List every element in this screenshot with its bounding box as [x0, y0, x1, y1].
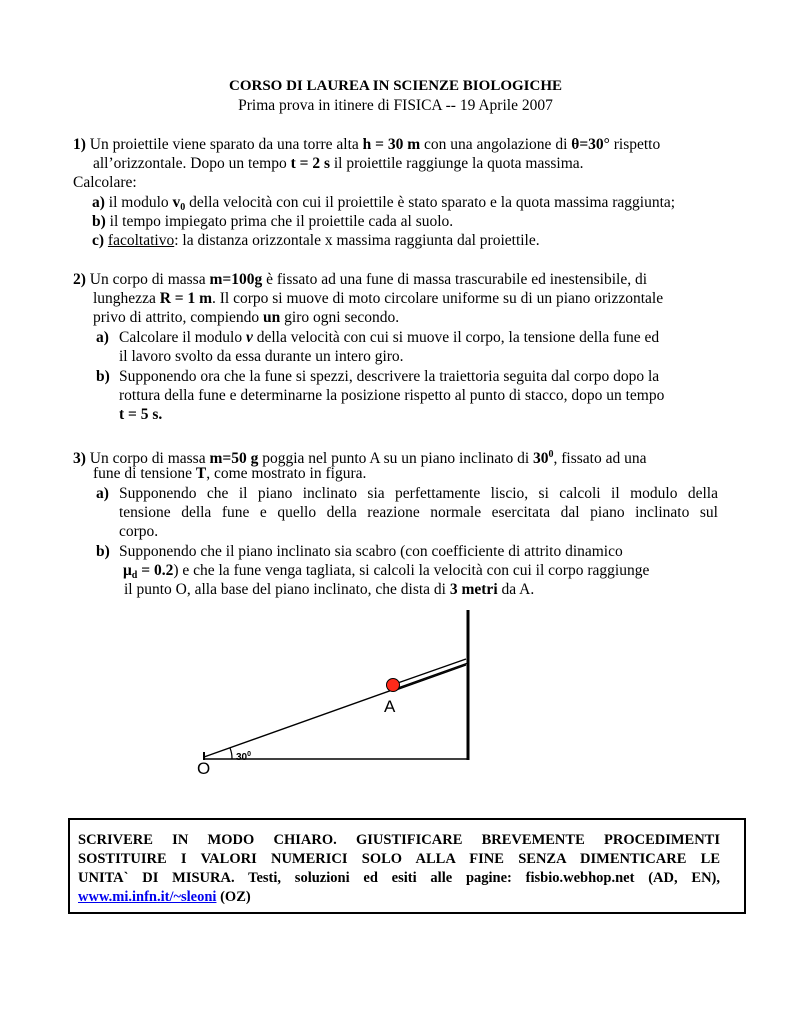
- optional-label: facoltativo: [107, 232, 175, 249]
- value-height: h = 30 m: [362, 136, 421, 153]
- text: da A.: [497, 581, 535, 598]
- text: lunghezza: [93, 290, 160, 307]
- text: il modulo: [104, 194, 173, 211]
- text: : la distanza orizzontale x massima raggiunta dal proiettile.: [174, 232, 540, 249]
- value-angle: 30: [533, 450, 549, 467]
- symbol-v: v: [172, 194, 181, 211]
- text: fune di tensione: [93, 465, 196, 482]
- text: con una angolazione di: [420, 136, 572, 153]
- superscript: 0: [548, 449, 554, 460]
- value-time: t = 2 s: [290, 155, 330, 172]
- rope-upper: [392, 659, 466, 685]
- text: della velocità con cui il proiettile è stato sparato e la quota massima raggiunta;: [185, 194, 676, 211]
- notice-line-4: [78, 888, 720, 907]
- symbol-T: T: [195, 465, 207, 482]
- label-A: A: [384, 697, 396, 716]
- text: all’orizzontale. Dopo un tempo: [93, 155, 291, 172]
- problem-number: 3): [73, 450, 86, 467]
- value-mass: m=100g: [209, 271, 263, 288]
- text: Un corpo di massa: [89, 450, 210, 467]
- text: Un corpo di massa: [89, 271, 210, 288]
- notice-line-2: SOSTITUIRE I VALORI NUMERICI SOLO ALLA FINE SENZA DIMENTICARE LE: [78, 851, 720, 867]
- subscript: 0: [180, 202, 186, 213]
- text: , come mostrato in figura.: [206, 465, 367, 482]
- item-label: a): [96, 485, 109, 502]
- text: (OZ): [216, 889, 251, 905]
- item-label: b): [92, 213, 106, 230]
- text: Calcolare il modulo: [119, 329, 246, 346]
- value-mass: m=50 g: [209, 450, 259, 467]
- notice-box: [68, 818, 746, 914]
- problem-2-b-line-1: Supponendo ora che la fune si spezzi, descrivere la traiettoria seguita dal corpo dopo la: [119, 368, 660, 385]
- problem-3-a-line-1: Supponendo che il piano inclinato sia perfettamente liscio, si calcoli il modulo della: [119, 485, 718, 502]
- text: della velocità con cui si muove il corpo, la tensione della fune ed: [252, 329, 660, 346]
- value-time: t = 5 s: [119, 406, 159, 423]
- problem-number: 1): [73, 136, 86, 153]
- value-un: un: [263, 309, 281, 326]
- problem-number: 2): [73, 271, 86, 288]
- text: . Il corpo si muove di moto circolare uniforme su di un piano orizzontale: [212, 290, 664, 307]
- text: .: [158, 406, 163, 423]
- problem-3-b-line-1: Supponendo che il piano inclinato sia scabro (con coefficiente di attrito dinamico: [119, 543, 623, 560]
- symbol-mu: μ: [123, 562, 132, 579]
- page-title: CORSO DI LAUREA IN SCIENZE BIOLOGICHE: [229, 78, 562, 94]
- text: è fissato ad una fune di massa trascurabile ed inestensibile, di: [262, 271, 648, 288]
- problem-2-b-line-2: rottura della fune e determinarne la posizione rispetto al punto di stacco, dopo un tempo: [119, 387, 665, 404]
- text: il punto O, alla base del piano inclinato, che dista di: [124, 581, 450, 598]
- value-mu: = 0.2: [137, 562, 174, 579]
- page-subtitle: Prima prova in itinere di FISICA -- 19 Aprile 2007: [238, 97, 553, 114]
- angle-label: [236, 745, 251, 767]
- item-label: a): [92, 194, 105, 211]
- sleoni-link[interactable]: www.mi.infn.it/~sleoni: [78, 889, 217, 905]
- problem-2-a-line-2: il lavoro svolto da essa durante un intero giro.: [119, 348, 404, 365]
- label-O: O: [197, 759, 211, 778]
- text: privo di attrito, compiendo: [93, 309, 264, 326]
- text: Un proiettile viene sparato da una torre alta: [89, 136, 363, 153]
- text: giro ogni secondo.: [280, 309, 400, 326]
- value-radius: R = 1 m: [159, 290, 213, 307]
- subscript: d: [131, 570, 138, 581]
- text: il tempo impiegato prima che il proiettile cada al suolo.: [105, 213, 454, 230]
- body-ball: [387, 679, 400, 692]
- value-distance: 3 metri: [449, 581, 498, 598]
- notice-line-3: UNITA` DI MISURA. Testi, soluzioni ed esiti alle pagine: fisbio.webhop.net (AD, EN),: [78, 870, 720, 886]
- superscript: 0: [247, 751, 252, 758]
- value-theta: θ=30°: [571, 136, 610, 153]
- problem-3-a-line-3: corpo.: [119, 523, 159, 540]
- problem-3-a-line-2: tensione della fune e quello della reazione normale esercitata dal piano inclinato sul: [119, 504, 718, 521]
- notice-line-1: SCRIVERE IN MODO CHIARO. GIUSTIFICARE BREVEMENTE PROCEDIMENTI: [78, 832, 720, 848]
- text: rispetto: [609, 136, 661, 153]
- item-label: c): [92, 232, 105, 249]
- angle-arc: [230, 748, 232, 759]
- text: il proiettile raggiunge la quota massima.: [329, 155, 584, 172]
- text: , fissato ad una: [553, 450, 647, 467]
- symbol-v: v: [245, 329, 253, 346]
- inclined-plane: [204, 663, 468, 757]
- problem-1-calc: Calcolare:: [73, 174, 137, 191]
- text: ) e che la fune venga tagliata, si calcoli la velocità con cui il corpo raggiunge: [173, 562, 650, 579]
- item-label: b): [96, 543, 110, 560]
- item-label: a): [96, 329, 109, 346]
- item-label: b): [96, 368, 110, 385]
- angle-value: 30: [236, 752, 248, 763]
- text: poggia nel punto A su un piano inclinato di: [258, 450, 534, 467]
- rope-lower: [396, 665, 466, 690]
